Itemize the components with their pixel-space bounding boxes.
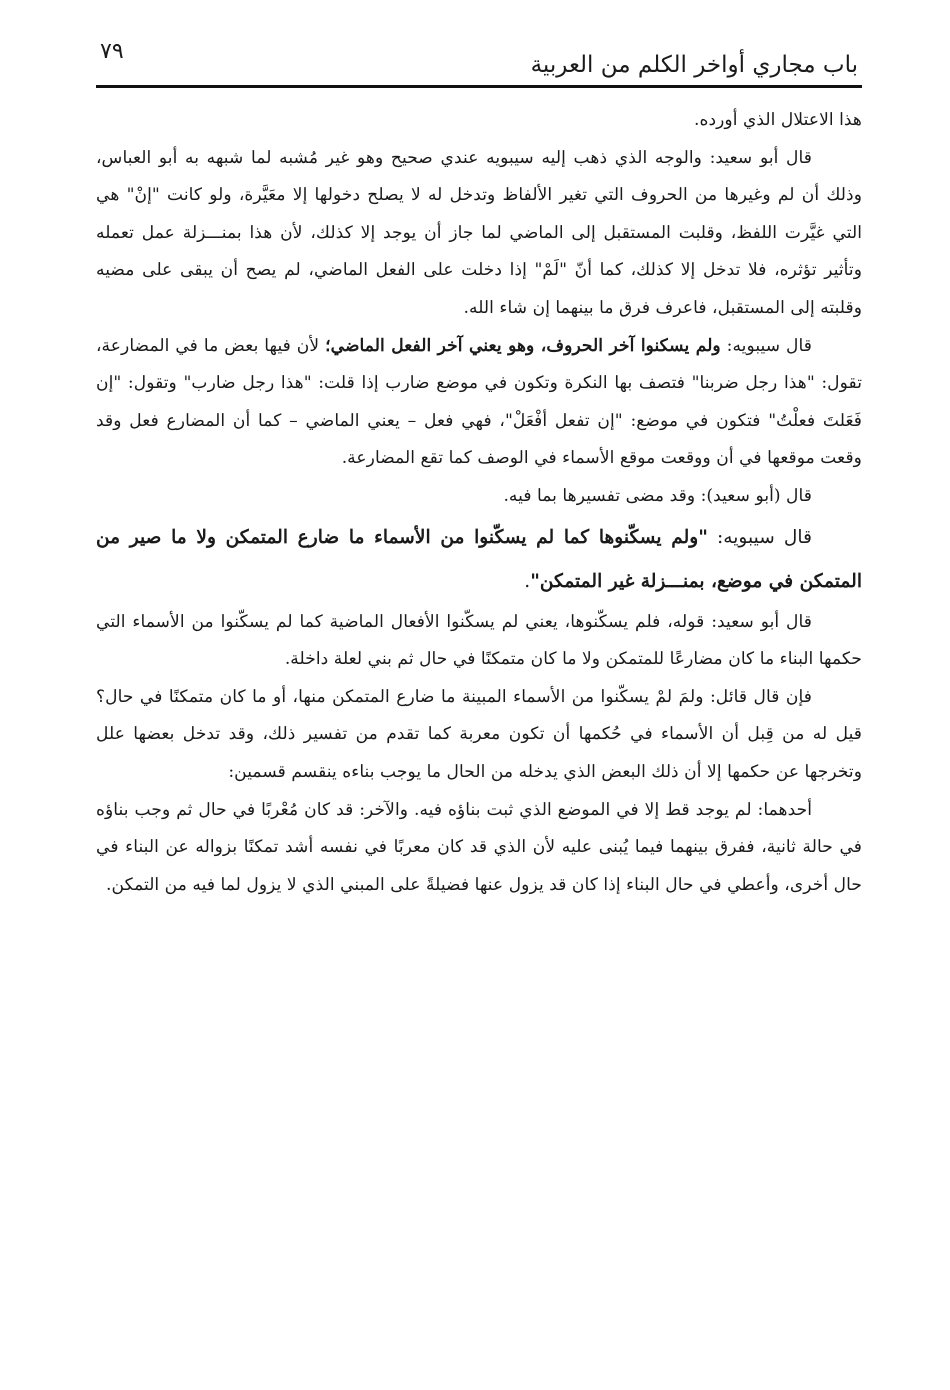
paragraph-3 bbox=[96, 328, 862, 478]
body-text bbox=[96, 102, 862, 904]
running-head bbox=[96, 40, 862, 88]
paragraph-8 bbox=[96, 792, 862, 905]
paragraph-text: لأن فيها بعض ما في المضارعة، تقول: "هذا رجل ضربنا" فتصف بها النكرة وتكون في موضع ضارب إذا قلت: "هذا رجل ضارب" وتقول: "إن فَعَلتَ فعلْتُ" فتكون في موضع: "إن تفعل أفْعَلْ"، فهي فعل – يعني الماضي – كما أن المضارع فعل وقد وقعت موقعها في أن ووقعت موقع الأسماء في الوصف كما تقع المضارعة. bbox=[96, 335, 862, 469]
paragraph-5 bbox=[96, 516, 862, 604]
paragraph-2 bbox=[96, 140, 862, 328]
book-page bbox=[96, 40, 862, 904]
quoted-text-bold: "ولم يسكّنوها كما لم يسكّنوا من الأسماء ما ضارع المتمكن ولا ما صير من المتمكن في موضع، بمنـــزلة غير المتمكن" bbox=[96, 526, 862, 592]
paragraph-7 bbox=[96, 679, 862, 792]
paragraph-lead: قال سيبويه: bbox=[707, 526, 812, 548]
paragraph-text: هذا الاعتلال الذي أورده. bbox=[694, 110, 862, 130]
paragraph-text: قال أبو سعيد: قوله، فلم يسكّنوها، يعني لم يسكّنوا الأفعال الماضية كما لم يسكّنوا من الأسماء التي حكمها البناء ما كان مضارعًا للمتمكن ولا ما كان متمكنًا في حال ثم بني لعلة داخلة. bbox=[96, 611, 862, 670]
running-title: باب مجاري أواخر الكلم من العربية bbox=[530, 52, 858, 78]
paragraph-lead: قال سيبويه: bbox=[720, 335, 813, 356]
paragraph-text: أحدهما: لم يوجد قط إلا في الموضع الذي ثبت بناؤه فيه. والآخر: قد كان مُعْربًا في حال ثم وجب بناؤه في حالة ثانية، ففرق بينهما فيما يُبنى عليه لأن الذي قد كان معربًا في نفسه أشد تمكنًا بزواله عن البناء في حال أخرى، وأعطي في حال البناء إذا كان قد يزول عنها فضيلةً على المبني الذي لا يزول لما فيه من التمكن. bbox=[96, 799, 862, 895]
paragraph-text: فإن قال قائل: ولمَ لمْ يسكّنوا من الأسماء المبينة ما ضارع المتمكن منها، أو ما كان متمكنًا في حال؟ قيل له من قِبل أن الأسماء في حُكمها أن تكون معربة كما تقدم من تفسير ذلك، وقد تدخل بعضها علل وتخرجها عن حكمها إلا أن ذلك البعض الذي يدخله من الحال ما يوجب بناءه ينقسم قسمين: bbox=[96, 686, 862, 782]
paragraph-text: قال (أبو سعيد): وقد مضى تفسيرها بما فيه. bbox=[503, 485, 812, 506]
paragraph-1 bbox=[96, 102, 862, 140]
paragraph-6 bbox=[96, 604, 862, 679]
quoted-text-bold: ولم يسكنوا آخر الحروف، وهو يعني آخر الفعل الماضي؛ bbox=[325, 335, 721, 356]
paragraph-4 bbox=[96, 478, 862, 516]
page-number: ٧٩ bbox=[100, 39, 124, 64]
paragraph-text: . bbox=[524, 570, 531, 592]
paragraph-text: قال أبو سعيد: والوجه الذي ذهب إليه سيبويه عندي صحيح وهو غير مُشبه لما شبهه به أبو العباس، وذلك أن لم وغيرها من الحروف التي تغير الألفاظ وتدخل له لا يصلح دخولها إلا معَيَّرة، ولو كانت "إنْ" هي التي غيَّرت اللفظ، وقلبت المستقبل إلى الماضي لما جاز أن يوجد إلا كذلك، لأن هذا بمنـــزلة عمل تعمله وتأثير تؤثره، فلا تدخل إلا كذلك، كما أنّ "لَمْ" إذا دخلت على الفعل الماضي، لم يصح أن يبقى على مضيه وقلبته إلى المستقبل، فاعرف فرق ما بينهما إن شاء الله. bbox=[96, 147, 862, 318]
